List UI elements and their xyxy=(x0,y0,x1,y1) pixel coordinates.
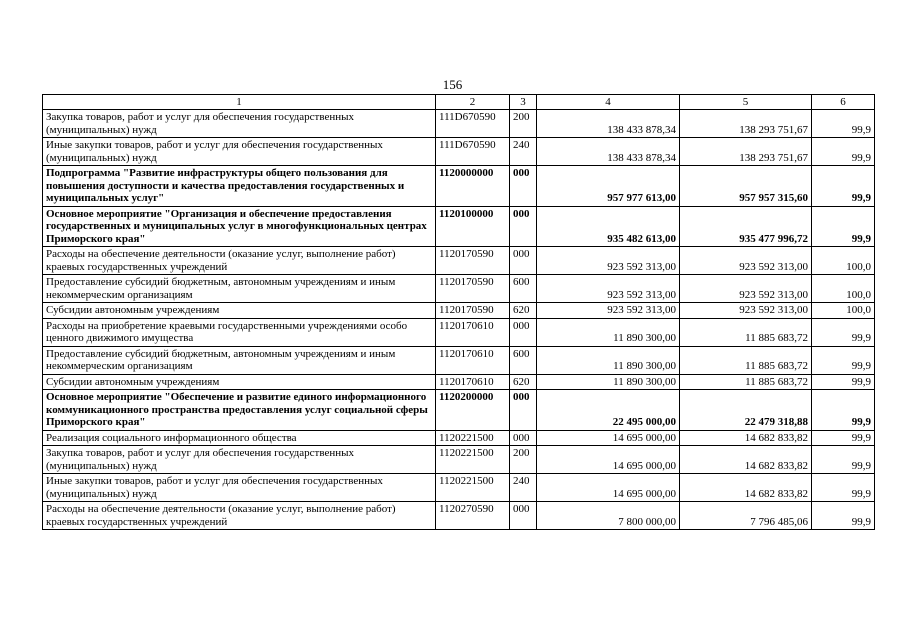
budget-table xyxy=(42,94,875,530)
row-planned-amount: 11 890 300,00 xyxy=(537,318,680,346)
row-actual-amount: 14 682 833,82 xyxy=(680,474,812,502)
row-expense-type: 620 xyxy=(510,374,537,390)
row-target-code: 1120221500 xyxy=(436,474,510,502)
row-actual-amount: 957 957 315,60 xyxy=(680,166,812,207)
row-target-code: 1120170590 xyxy=(436,247,510,275)
row-planned-amount: 935 482 613,00 xyxy=(537,206,680,247)
row-execution-percent: 99,9 xyxy=(812,166,875,207)
table-row xyxy=(43,502,875,530)
row-planned-amount: 957 977 613,00 xyxy=(537,166,680,207)
row-planned-amount: 138 433 878,34 xyxy=(537,110,680,138)
row-target-code: 1120170590 xyxy=(436,275,510,303)
table-row xyxy=(43,166,875,207)
row-target-code: 1120221500 xyxy=(436,430,510,446)
row-expense-type: 000 xyxy=(510,166,537,207)
row-target-code: 1120270590 xyxy=(436,502,510,530)
row-actual-amount: 935 477 996,72 xyxy=(680,206,812,247)
row-description: Основное мероприятие "Обеспечение и развитие единого информационного коммуникационного пространства предоставления услуг социальной сферы Приморского края" xyxy=(43,390,436,431)
table-row xyxy=(43,390,875,431)
row-execution-percent: 100,0 xyxy=(812,303,875,319)
row-description: Предоставление субсидий бюджетным, автономным учреждениям и иным некоммерческим организациям xyxy=(43,346,436,374)
row-actual-amount: 11 885 683,72 xyxy=(680,318,812,346)
row-execution-percent: 99,9 xyxy=(812,430,875,446)
row-planned-amount: 11 890 300,00 xyxy=(537,346,680,374)
row-description: Реализация социального информационного общества xyxy=(43,430,436,446)
row-actual-amount: 923 592 313,00 xyxy=(680,303,812,319)
table-row xyxy=(43,374,875,390)
budget-table-body xyxy=(43,95,875,530)
row-actual-amount: 14 682 833,82 xyxy=(680,430,812,446)
row-actual-amount: 7 796 485,06 xyxy=(680,502,812,530)
row-target-code: 1120200000 xyxy=(436,390,510,431)
table-header-row xyxy=(43,95,875,110)
row-execution-percent: 100,0 xyxy=(812,275,875,303)
row-planned-amount: 923 592 313,00 xyxy=(537,303,680,319)
row-expense-type: 000 xyxy=(510,318,537,346)
row-target-code: 1120170610 xyxy=(436,346,510,374)
column-header-4: 4 xyxy=(537,95,680,110)
table-row xyxy=(43,430,875,446)
row-target-code: 1120221500 xyxy=(436,446,510,474)
row-expense-type: 000 xyxy=(510,247,537,275)
row-expense-type: 600 xyxy=(510,346,537,374)
column-header-2: 2 xyxy=(436,95,510,110)
row-description: Закупка товаров, работ и услуг для обеспечения государственных (муниципальных) нужд xyxy=(43,110,436,138)
row-actual-amount: 11 885 683,72 xyxy=(680,374,812,390)
table-row xyxy=(43,474,875,502)
row-target-code: 1120170590 xyxy=(436,303,510,319)
row-description: Иные закупки товаров, работ и услуг для обеспечения государственных (муниципальных) нужд xyxy=(43,138,436,166)
row-target-code: 1120170610 xyxy=(436,374,510,390)
row-target-code: 111D670590 xyxy=(436,138,510,166)
row-planned-amount: 22 495 000,00 xyxy=(537,390,680,431)
row-actual-amount: 11 885 683,72 xyxy=(680,346,812,374)
row-description: Субсидии автономным учреждениям xyxy=(43,303,436,319)
row-description: Расходы на обеспечение деятельности (оказание услуг, выполнение работ) краевых государственных учреждений xyxy=(43,247,436,275)
row-expense-type: 200 xyxy=(510,110,537,138)
row-target-code: 1120170610 xyxy=(436,318,510,346)
row-execution-percent: 99,9 xyxy=(812,374,875,390)
table-row xyxy=(43,275,875,303)
row-execution-percent: 99,9 xyxy=(812,346,875,374)
row-actual-amount: 22 479 318,88 xyxy=(680,390,812,431)
row-description: Субсидии автономным учреждениям xyxy=(43,374,436,390)
column-header-5: 5 xyxy=(680,95,812,110)
table-row xyxy=(43,318,875,346)
row-planned-amount: 11 890 300,00 xyxy=(537,374,680,390)
row-expense-type: 200 xyxy=(510,446,537,474)
row-description: Основное мероприятие "Организация и обеспечение предоставления государственных и муниципальных услуг в многофункциональных центрах Приморского края" xyxy=(43,206,436,247)
row-actual-amount: 923 592 313,00 xyxy=(680,275,812,303)
row-expense-type: 000 xyxy=(510,430,537,446)
row-description: Расходы на приобретение краевыми государственными учреждениями особо ценного движимого имущества xyxy=(43,318,436,346)
row-description: Закупка товаров, работ и услуг для обеспечения государственных (муниципальных) нужд xyxy=(43,446,436,474)
row-execution-percent: 100,0 xyxy=(812,247,875,275)
table-row xyxy=(43,346,875,374)
row-planned-amount: 14 695 000,00 xyxy=(537,474,680,502)
row-expense-type: 600 xyxy=(510,275,537,303)
row-actual-amount: 923 592 313,00 xyxy=(680,247,812,275)
row-description: Подпрограмма "Развитие инфраструктуры общего пользования для повышения доступности и качества предоставления государственных и муниципальных услуг" xyxy=(43,166,436,207)
row-planned-amount: 14 695 000,00 xyxy=(537,430,680,446)
row-actual-amount: 138 293 751,67 xyxy=(680,110,812,138)
column-header-6: 6 xyxy=(812,95,875,110)
row-planned-amount: 14 695 000,00 xyxy=(537,446,680,474)
row-execution-percent: 99,9 xyxy=(812,206,875,247)
table-row xyxy=(43,138,875,166)
row-description: Расходы на обеспечение деятельности (оказание услуг, выполнение работ) краевых государственных учреждений xyxy=(43,502,436,530)
row-expense-type: 620 xyxy=(510,303,537,319)
row-execution-percent: 99,9 xyxy=(812,318,875,346)
table-row xyxy=(43,446,875,474)
row-execution-percent: 99,9 xyxy=(812,390,875,431)
table-row xyxy=(43,206,875,247)
row-expense-type: 240 xyxy=(510,474,537,502)
table-row xyxy=(43,247,875,275)
row-execution-percent: 99,9 xyxy=(812,138,875,166)
row-planned-amount: 923 592 313,00 xyxy=(537,247,680,275)
table-row xyxy=(43,303,875,319)
row-planned-amount: 923 592 313,00 xyxy=(537,275,680,303)
row-actual-amount: 138 293 751,67 xyxy=(680,138,812,166)
row-execution-percent: 99,9 xyxy=(812,474,875,502)
table-row xyxy=(43,110,875,138)
row-expense-type: 000 xyxy=(510,206,537,247)
column-header-1: 1 xyxy=(43,95,436,110)
row-target-code: 111D670590 xyxy=(436,110,510,138)
column-header-3: 3 xyxy=(510,95,537,110)
row-execution-percent: 99,9 xyxy=(812,446,875,474)
row-expense-type: 000 xyxy=(510,502,537,530)
row-execution-percent: 99,9 xyxy=(812,502,875,530)
row-description: Предоставление субсидий бюджетным, автономным учреждениям и иным некоммерческим организациям xyxy=(43,275,436,303)
row-expense-type: 240 xyxy=(510,138,537,166)
page-number: 156 xyxy=(442,77,463,92)
row-target-code: 1120000000 xyxy=(436,166,510,207)
row-actual-amount: 14 682 833,82 xyxy=(680,446,812,474)
row-execution-percent: 99,9 xyxy=(812,110,875,138)
row-planned-amount: 7 800 000,00 xyxy=(537,502,680,530)
row-planned-amount: 138 433 878,34 xyxy=(537,138,680,166)
row-expense-type: 000 xyxy=(510,390,537,431)
row-description: Иные закупки товаров, работ и услуг для обеспечения государственных (муниципальных) нужд xyxy=(43,474,436,502)
row-target-code: 1120100000 xyxy=(436,206,510,247)
